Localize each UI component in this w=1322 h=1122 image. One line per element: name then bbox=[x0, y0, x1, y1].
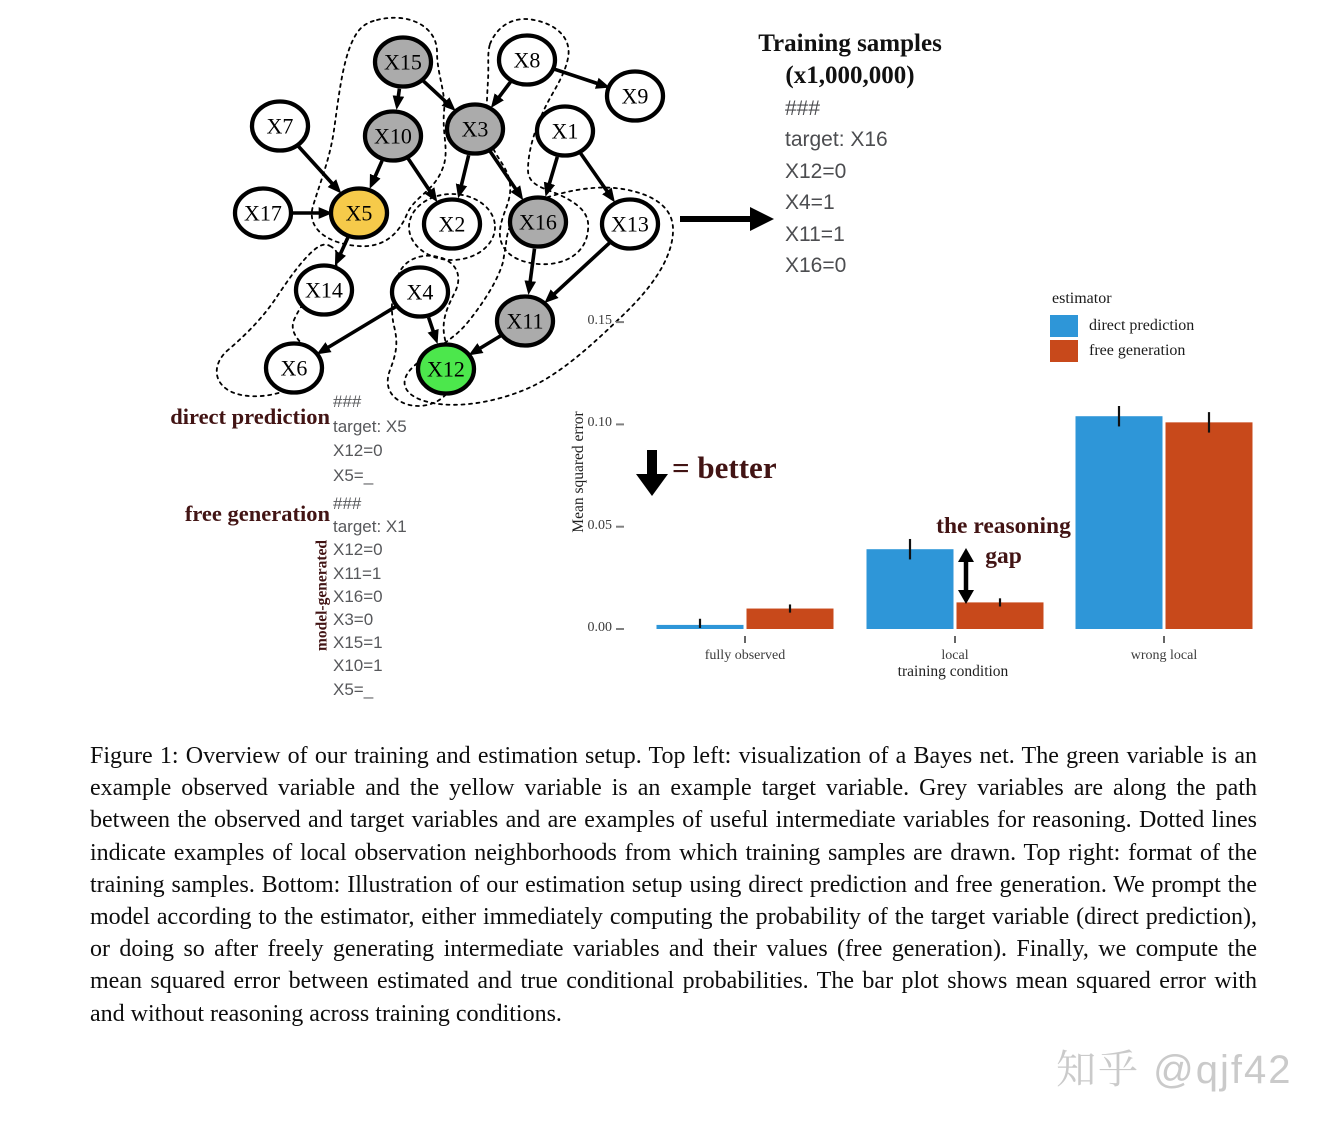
edge-X11-X12 bbox=[478, 335, 501, 349]
legend-label-0: direct prediction bbox=[1089, 317, 1195, 334]
node-label-X4: X4 bbox=[406, 279, 434, 305]
free-generation-line: X10=1 bbox=[333, 656, 383, 676]
training-sample-line: target: X16 bbox=[785, 128, 888, 152]
edge-X10-X5 bbox=[374, 161, 382, 179]
node-label-X5: X5 bbox=[345, 200, 373, 226]
legend-title: estimator bbox=[1052, 290, 1112, 307]
training-samples-title: Training samples bbox=[758, 30, 942, 57]
edge-X5-X14 bbox=[340, 238, 348, 256]
free-generation-line: ### bbox=[333, 494, 362, 513]
edge-X15-X10 bbox=[398, 89, 399, 99]
free-generation-line: X3=0 bbox=[333, 610, 374, 630]
training-sample-line: X11=1 bbox=[785, 222, 845, 246]
node-label-X6: X6 bbox=[280, 355, 308, 381]
reasoning-gap-line2: gap bbox=[985, 543, 1022, 569]
free-generation-line: X16=0 bbox=[333, 586, 383, 606]
figure-caption: Figure 1: Overview of our training and estimation setup. Top left: visualization of a Bayes net. The green variable is an example observed variable and the yellow variable is an example target variable. Grey variables are along the path between the observed and target variables and are examples of useful intermediate variables for reasoning. Dotted lines indicate examples of local observation neighborhoods from which training samples are drawn. Top right: format of the training samples. Bottom: Illustration of our estimation setup using direct prediction and free generation. We prompt the model according to the estimator, either immediately computing the probability of the target variable (direct prediction), or doing so after freely generating intermediate variables and their values (free generation). Finally, we compute the mean squared error between estimated and true conditional probabilities. The bar plot shows mean squared error with and without reasoning across training conditions. bbox=[90, 743, 1257, 1027]
better-annotation: = better bbox=[672, 450, 777, 485]
node-label-X3: X3 bbox=[461, 116, 489, 142]
free-generation-line: X12=0 bbox=[333, 540, 383, 560]
node-label-X8: X8 bbox=[513, 47, 541, 73]
edge-X3-X2 bbox=[461, 155, 469, 187]
free-generation-line: X5=_ bbox=[333, 679, 374, 699]
training-sample-line: X4=1 bbox=[785, 191, 835, 215]
edge-X10-X2 bbox=[408, 158, 431, 192]
direct-prediction-line: X12=0 bbox=[333, 441, 383, 461]
node-label-X9: X9 bbox=[621, 83, 649, 109]
edge-X1-X16 bbox=[549, 157, 558, 186]
edge-X4-X12 bbox=[429, 318, 434, 333]
free-generation-line: target: X1 bbox=[333, 517, 407, 537]
node-label-X15: X15 bbox=[384, 49, 422, 75]
training-sample-line: X16=0 bbox=[785, 254, 847, 278]
node-label-X7: X7 bbox=[266, 113, 294, 139]
training-sample-line: ### bbox=[785, 97, 821, 120]
xtick-label-local: local bbox=[941, 648, 969, 663]
direct-prediction-line: X5=_ bbox=[333, 465, 374, 485]
samples-arrow bbox=[680, 207, 774, 231]
training-sample-line: X12=0 bbox=[785, 159, 847, 183]
node-label-X12: X12 bbox=[427, 356, 465, 382]
watermark: 知乎 @qjf42 bbox=[1056, 1048, 1293, 1092]
node-label-X11: X11 bbox=[506, 308, 544, 334]
legend-swatch-0 bbox=[1050, 315, 1078, 337]
edge-X7-X5 bbox=[298, 146, 333, 185]
training-samples-count: (x1,000,000) bbox=[785, 62, 915, 89]
node-label-X1: X1 bbox=[551, 118, 579, 144]
edge-X16-X11 bbox=[530, 249, 535, 284]
y-axis-title: Mean squared error bbox=[570, 411, 587, 533]
reasoning-gap-line1: the reasoning bbox=[936, 513, 1071, 539]
free-generation-line: X15=1 bbox=[333, 633, 383, 653]
ytick-label: 0.05 bbox=[587, 517, 612, 533]
legend-label-1: free generation bbox=[1089, 342, 1186, 359]
ytick-label: 0.10 bbox=[587, 415, 612, 431]
edge-X15-X3 bbox=[423, 80, 447, 103]
free-generation-label: free generation bbox=[184, 501, 330, 526]
free-generation-line: X11=1 bbox=[333, 563, 382, 583]
node-label-X17: X17 bbox=[244, 200, 282, 226]
edge-X1-X13 bbox=[580, 153, 608, 193]
xtick-label-fully-observed: fully observed bbox=[704, 648, 786, 663]
legend-swatch-1 bbox=[1050, 340, 1078, 362]
direct-prediction-prompt bbox=[333, 390, 407, 488]
reasoning-gap-annotation bbox=[916, 511, 1091, 571]
xtick-label-wrong-local: wrong local bbox=[1130, 648, 1198, 663]
legend-item-free-generation bbox=[1050, 340, 1194, 362]
direct-prediction-line: ### bbox=[333, 392, 362, 411]
better-down-arrow bbox=[636, 450, 668, 496]
direct-prediction-line: target: X5 bbox=[333, 416, 407, 436]
direct-prediction-label: direct prediction bbox=[170, 404, 330, 429]
ytick-label: 0.15 bbox=[587, 313, 612, 329]
node-label-X2: X2 bbox=[438, 211, 466, 237]
edge-X8-X3 bbox=[498, 82, 511, 99]
bar-free-generation-wrong-local bbox=[1166, 422, 1253, 629]
x-axis-title: training condition bbox=[897, 663, 1009, 680]
legend-item-direct-prediction bbox=[1050, 315, 1194, 337]
training-samples-prompt bbox=[785, 93, 888, 281]
edge-X13-X11 bbox=[553, 242, 610, 295]
edge-X3-X16 bbox=[490, 151, 517, 190]
model-generated-side-label: model-generated bbox=[313, 539, 331, 652]
free-generation-prompt bbox=[333, 492, 407, 701]
node-label-X13: X13 bbox=[611, 211, 649, 237]
node-label-X10: X10 bbox=[374, 123, 412, 149]
node-label-X16: X16 bbox=[519, 209, 557, 235]
node-label-X14: X14 bbox=[305, 277, 343, 303]
chart-legend bbox=[1050, 290, 1194, 365]
ytick-label: 0.00 bbox=[587, 620, 612, 635]
